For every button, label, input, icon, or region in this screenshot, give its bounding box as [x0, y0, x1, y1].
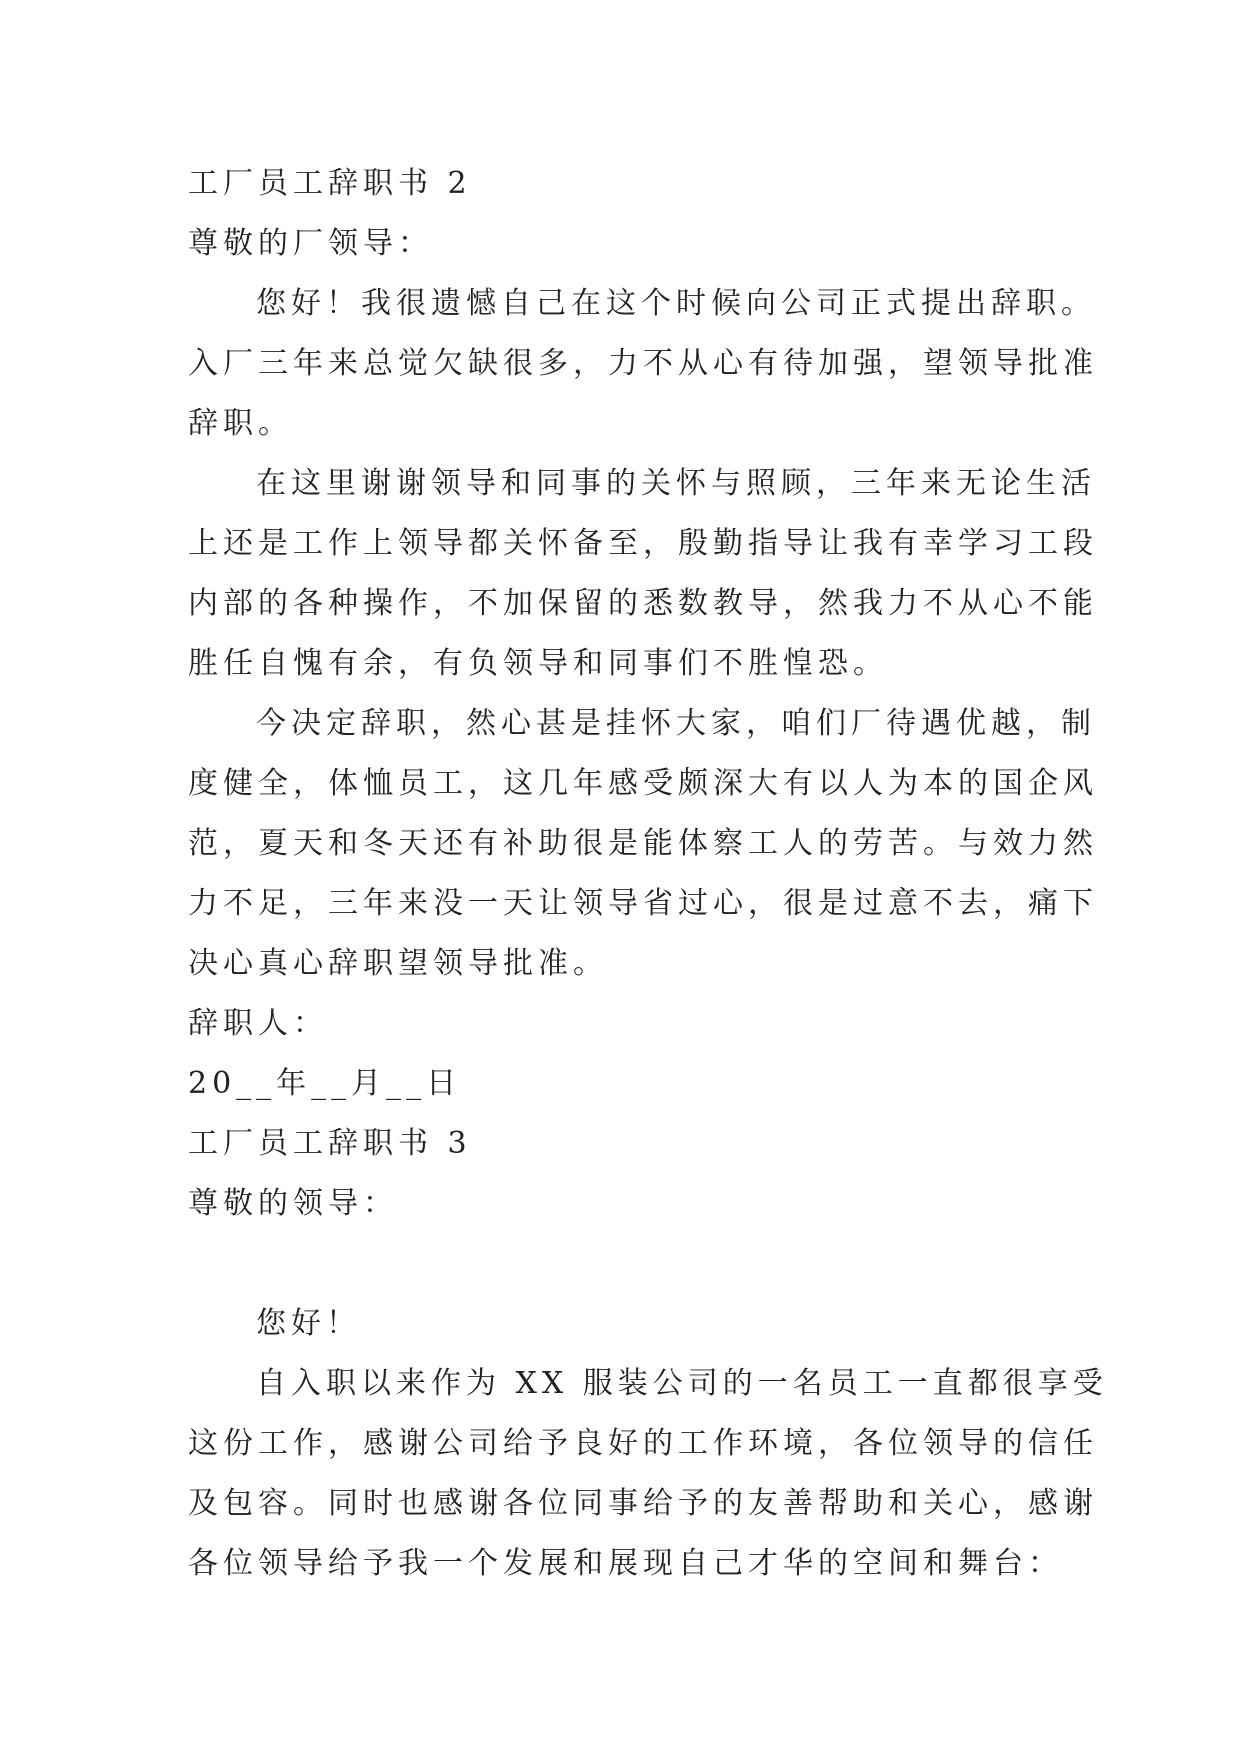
doc2-p2-line: 在这里谢谢领导和同事的关怀与照顾，三年来无论生活 [256, 466, 1096, 501]
doc2-p3-line: 范，夏天和冬天还有补助很是能体察工人的劳苦。与效力然 [188, 826, 1098, 861]
doc2-p3-line: 力不足，三年来没一天让领导省过心，很是过意不去，痛下 [188, 886, 1098, 921]
doc2-p1-line: 您好！我很遗憾自己在这个时候向公司正式提出辞职。 [256, 286, 1096, 321]
doc2-signer: 辞职人： [188, 1006, 328, 1041]
doc2-p2-line: 内部的各种操作，不加保留的悉数教导，然我力不从心不能 [188, 586, 1098, 621]
doc2-p1-line: 入厂三年来总觉欠缺很多，力不从心有待加强，望领导批准 [188, 346, 1098, 381]
doc2-title: 工厂员工辞职书 2 [188, 166, 472, 201]
doc3-greeting: 您好！ [256, 1306, 361, 1341]
doc2-salutation: 尊敬的厂领导： [188, 226, 433, 261]
doc3-p1-line: 自入职以来作为 XX 服装公司的一名员工一直都很享受 [256, 1366, 1108, 1401]
doc2-p3-line: 决心真心辞职望领导批准。 [188, 946, 608, 981]
doc3-p1-line: 各位领导给予我一个发展和展现自己才华的空间和舞台： [188, 1546, 1063, 1581]
doc2-p3-line: 度健全，体恤员工，这几年感受颇深大有以人为本的国企风 [188, 766, 1098, 801]
doc2-date: 20__年__月__日 [188, 1066, 462, 1101]
doc3-salutation: 尊敬的领导： [188, 1186, 398, 1221]
doc3-p1-line: 及包容。同时也感谢各位同事给予的友善帮助和关心，感谢 [188, 1486, 1098, 1521]
doc2-p1-line: 辞职。 [188, 406, 293, 441]
doc2-p2-line: 上还是工作上领导都关怀备至，殷勤指导让我有幸学习工段 [188, 526, 1098, 561]
doc2-p3-line: 今决定辞职，然心甚是挂怀大家，咱们厂待遇优越，制 [256, 706, 1096, 741]
doc3-p1-line: 这份工作，感谢公司给予良好的工作环境，各位领导的信任 [188, 1426, 1098, 1461]
doc2-p2-line: 胜任自愧有余，有负领导和同事们不胜惶恐。 [188, 646, 888, 681]
doc3-title: 工厂员工辞职书 3 [188, 1126, 472, 1161]
